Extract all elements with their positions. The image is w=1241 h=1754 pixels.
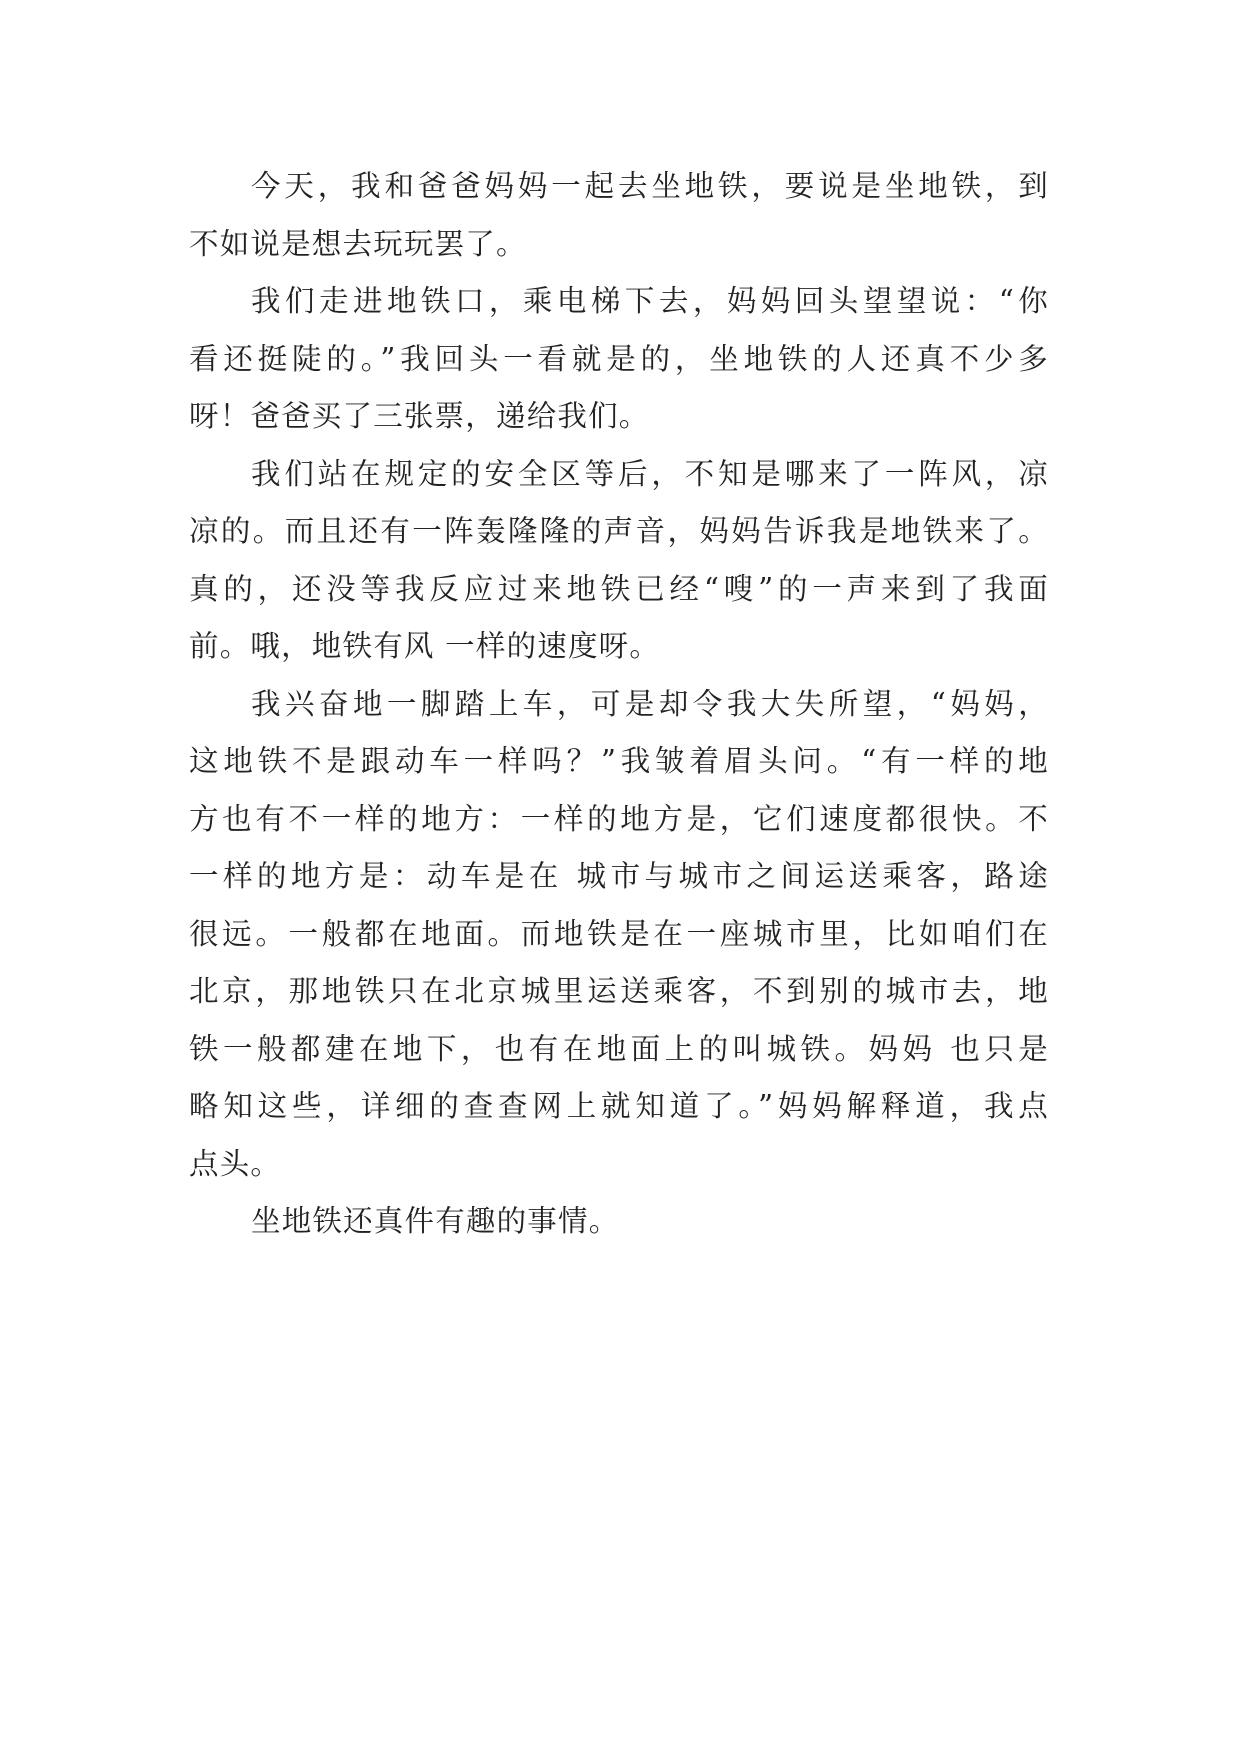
text-line: 真的，还没等我反应过来地铁已经“嗖”的一声来到了我面 — [189, 571, 1049, 606]
text-line: 很远。一般都在地面。而地铁是在一座城市里，比如咱们在 — [189, 916, 1049, 951]
text-line: 这地铁不是跟动车一样吗？”我皱着眉头问。“有一样的地 — [189, 744, 1049, 778]
text-line: 呀！爸爸买了三张票，递给我们。 — [189, 399, 650, 433]
text-line: 不如说是想去玩玩罢了。 — [189, 226, 527, 261]
text-line: 我兴奋地一脚踏上车，可是却令我大失所望，“妈妈， — [251, 686, 1049, 721]
text-line: 前。哦，地铁有风 一样的速度呀。 — [189, 629, 661, 663]
paragraph-3 — [189, 446, 1049, 676]
text-line: 我们走进地铁口，乘电梯下去，妈妈回头望望说：“你 — [251, 284, 1049, 318]
paragraph-1 — [189, 158, 1049, 273]
text-line: 点头。 — [189, 1146, 282, 1181]
paragraph-5 — [189, 1193, 1049, 1251]
essay-body — [189, 158, 1049, 1251]
text-line: 北京，那地铁只在北京城里运送乘客，不到别的城市去，地 — [189, 974, 1049, 1008]
text-line: 方也有不一样的地方：一样的地方是，它们速度都很快。不 — [189, 801, 1049, 836]
text-line: 一样的地方是：动车是在 城市与城市之间运送乘客，路途 — [189, 859, 1049, 893]
text-line: 坐地铁还真件有趣的事情。 — [251, 1204, 620, 1238]
text-line: 铁一般都建在地下，也有在地面上的叫城铁。妈妈 也只是 — [189, 1031, 1049, 1066]
text-line: 凉的。而且还有一阵轰隆隆的声音，妈妈告诉我是地铁来了。 — [189, 514, 1049, 548]
text-line: 我们站在规定的安全区等后，不知是哪来了一阵风，凉 — [251, 456, 1049, 491]
paragraph-2 — [189, 273, 1049, 446]
text-line: 今天，我和爸爸妈妈一起去坐地铁，要说是坐地铁，到 — [251, 169, 1049, 203]
text-line: 看还挺陡的。”我回头一看就是的，坐地铁的人还真不少多 — [189, 341, 1049, 376]
text-line: 略知这些，详细的查查网上就知道了。”妈妈解释道，我点 — [189, 1089, 1049, 1123]
paragraph-4 — [189, 676, 1049, 1194]
